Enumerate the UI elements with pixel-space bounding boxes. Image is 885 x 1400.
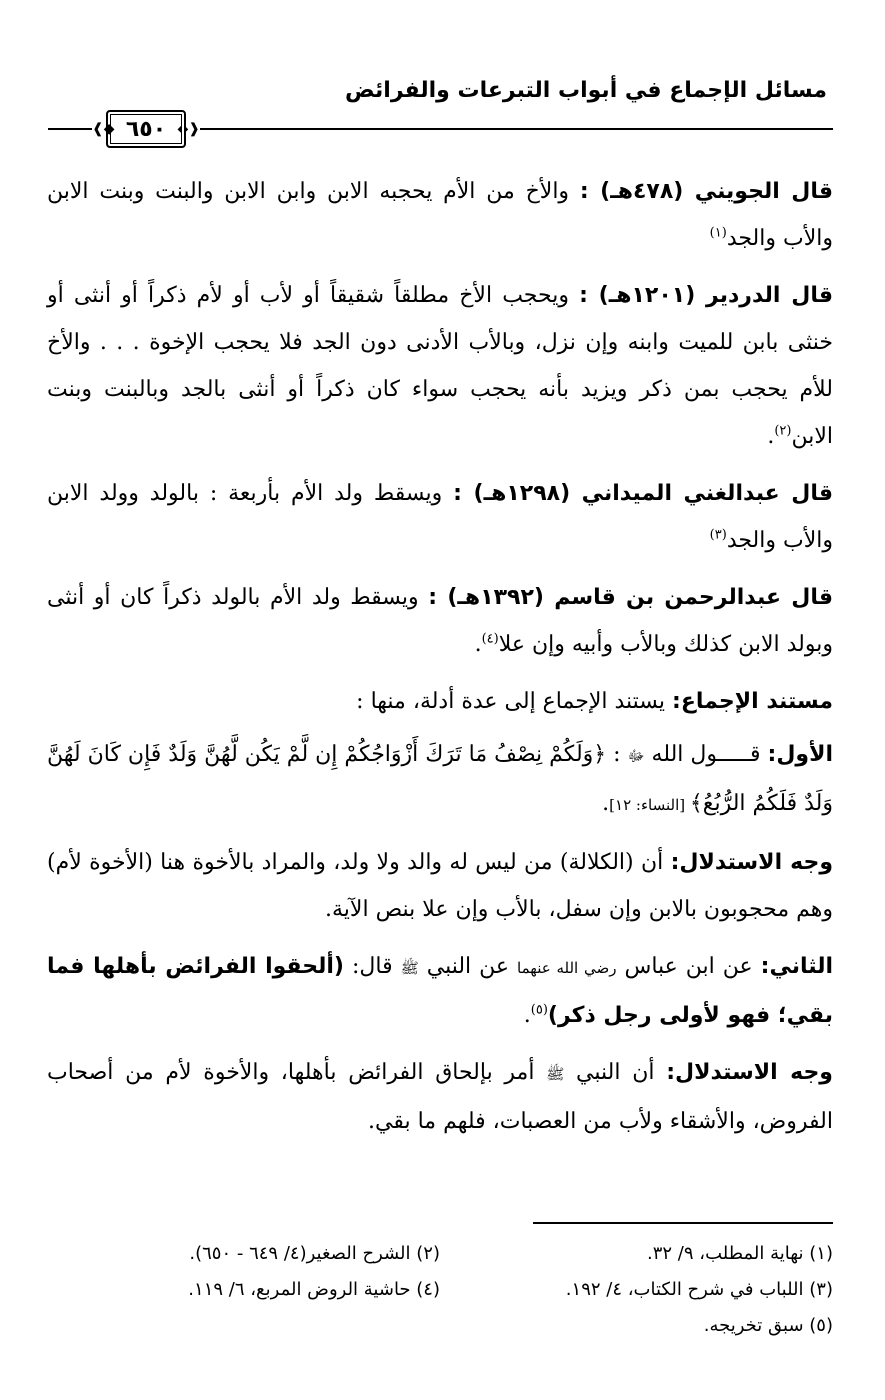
paragraph-maydani xyxy=(47,470,833,564)
footnote-row xyxy=(47,1272,833,1308)
hadith-text: (ألحقوا الفرائض بأهلها فما بقي؛ فهو لأولى رجل ذكر) xyxy=(47,954,833,1028)
main-text xyxy=(47,168,833,1155)
footnote-2: (٢) الشرح الصغير(٤/ ٦٤٩ - ٦٥٠). xyxy=(189,1243,440,1264)
paragraph-text: قـــــول الله xyxy=(644,742,768,767)
paragraph-lead: الثاني: xyxy=(760,954,834,979)
paragraph-text: أن (الكلالة) من ليس له والد ولا ولد، والمراد بالأخوة هنا (الأخوة لأم) وهم محجوبون بالابن وإن سفل، بالأب وإن علا بنص الآية. xyxy=(47,850,833,922)
paragraph-second-evidence xyxy=(47,943,833,1039)
paragraph-text: والأخ من الأم يحجبه الابن وابن الابن والبنت وبنت الابن والأب والجد xyxy=(47,179,833,251)
honorific-glyph: ﷻ xyxy=(627,747,645,765)
footnote-ref: (١) xyxy=(709,225,727,241)
footnotes xyxy=(47,1236,833,1344)
paragraph-colon: : xyxy=(606,742,628,767)
paragraph-lead: مستند الإجماع: xyxy=(672,689,833,714)
paragraph-lead: وجه الاستدلال: xyxy=(666,1060,833,1085)
paragraph-basis xyxy=(47,678,833,725)
paragraph-text: يستند الإجماع إلى عدة أدلة، منها : xyxy=(356,689,673,714)
ornament-left-icon: ◆❱ xyxy=(92,121,115,137)
page-number: ٦٥٠ xyxy=(125,116,167,142)
paragraph-lead: قال الدردير (١٢٠١هـ) : xyxy=(579,283,833,308)
footnote-5: (٥) سبق تخريجه. xyxy=(703,1315,833,1336)
paragraph-text: ويحجب الأخ مطلقاً شقيقاً أو لأب أو لأم ذكراً أو أنثى أو خنثى بابن للميت وابنه وإن نزل، وبالأب الأدنى دون الجد فلا يحجب الإخوة . . . والأخ للأم يحجب بمن ذكر ويزيد بأنه يحجب سواء كان ذكراً أو أنثى بالجد وبالبنت وبنت الابن xyxy=(47,283,833,449)
paragraph-dardir xyxy=(47,272,833,460)
quran-verse: ﴿وَلَكُمْ نِصْفُ مَا تَرَكَ أَزْوَاجُكُمْ إِن لَّمْ يَكُن لَّهُنَّ وَلَدٌ فَإِن كَانَ لَهُنَّ وَلَدٌ فَلَكُمُ الرُّبُعُ﴾ xyxy=(47,742,833,816)
verse-reference: [النساء: ١٢] xyxy=(609,796,690,814)
paragraph-lead: قال الجويني (٤٧٨هـ) : xyxy=(579,179,833,204)
paragraph-end: . xyxy=(474,632,482,657)
footnote-row xyxy=(47,1236,833,1272)
paragraph-end: . xyxy=(602,791,610,816)
paragraph-text: ويسقط ولد الأم بالولد ذكراً كان أو أنثى وبولد الابن كذلك وبالأب وأبيه وإن علا xyxy=(47,585,833,657)
paragraph-end: . xyxy=(767,424,775,449)
paragraph-first-evidence xyxy=(47,731,833,829)
footnote-ref: (٢) xyxy=(774,423,792,439)
footnote-ref: (٣) xyxy=(709,527,727,543)
paragraph-text: ويسقط ولد الأم بأربعة : بالولد وولد الابن والأب والجد xyxy=(47,481,833,553)
page-number-frame xyxy=(92,110,200,148)
running-title: مسائل الإجماع في أبواب التبرعات والفرائض xyxy=(345,78,827,103)
paragraph-end: . xyxy=(523,1003,531,1028)
footnote-ref: (٥) xyxy=(530,1002,548,1018)
paragraph-text: قال: xyxy=(343,954,401,979)
paragraph-inference-2 xyxy=(47,1049,833,1145)
paragraph-lead: قال عبدالرحمن بن قاسم (١٣٩٢هـ) : xyxy=(428,585,833,610)
honorific-glyph: ﷺ xyxy=(546,1065,565,1083)
footnote-3: (٣) اللباب في شرح الكتاب، ٤/ ١٩٢. xyxy=(565,1279,833,1300)
footnote-rule xyxy=(533,1222,833,1224)
honorific-glyph: رضي الله عنهما xyxy=(517,959,617,977)
ornament-right-icon: ❰◆ xyxy=(177,121,200,137)
paragraph-text: عن ابن عباس xyxy=(616,954,761,979)
footnote-ref: (٤) xyxy=(481,631,499,647)
footnote-1: (١) نهاية المطلب، ٩/ ٣٢. xyxy=(647,1243,833,1264)
paragraph-ibn-qasim xyxy=(47,574,833,668)
paragraph-lead: وجه الاستدلال: xyxy=(670,850,833,875)
paragraph-inference-1 xyxy=(47,839,833,933)
paragraph-text: عن النبي xyxy=(418,954,518,979)
paragraph-juwayni xyxy=(47,168,833,262)
paragraph-lead: الأول: xyxy=(767,742,833,767)
paragraph-text: أن النبي xyxy=(564,1060,667,1085)
paragraph-lead: قال عبدالغني الميداني (١٢٩٨هـ) : xyxy=(453,481,834,506)
footnote-row xyxy=(47,1308,833,1344)
footnote-4: (٤) حاشية الروض المربع، ٦/ ١١٩. xyxy=(188,1279,440,1300)
honorific-glyph: ﷺ xyxy=(400,959,419,977)
paragraph-text: أمر بإلحاق الفرائض بأهلها، والأخوة لأم من أصحاب الفروض، والأشقاء ولأب من العصبات، فلهم ما بقي. xyxy=(47,1060,833,1134)
